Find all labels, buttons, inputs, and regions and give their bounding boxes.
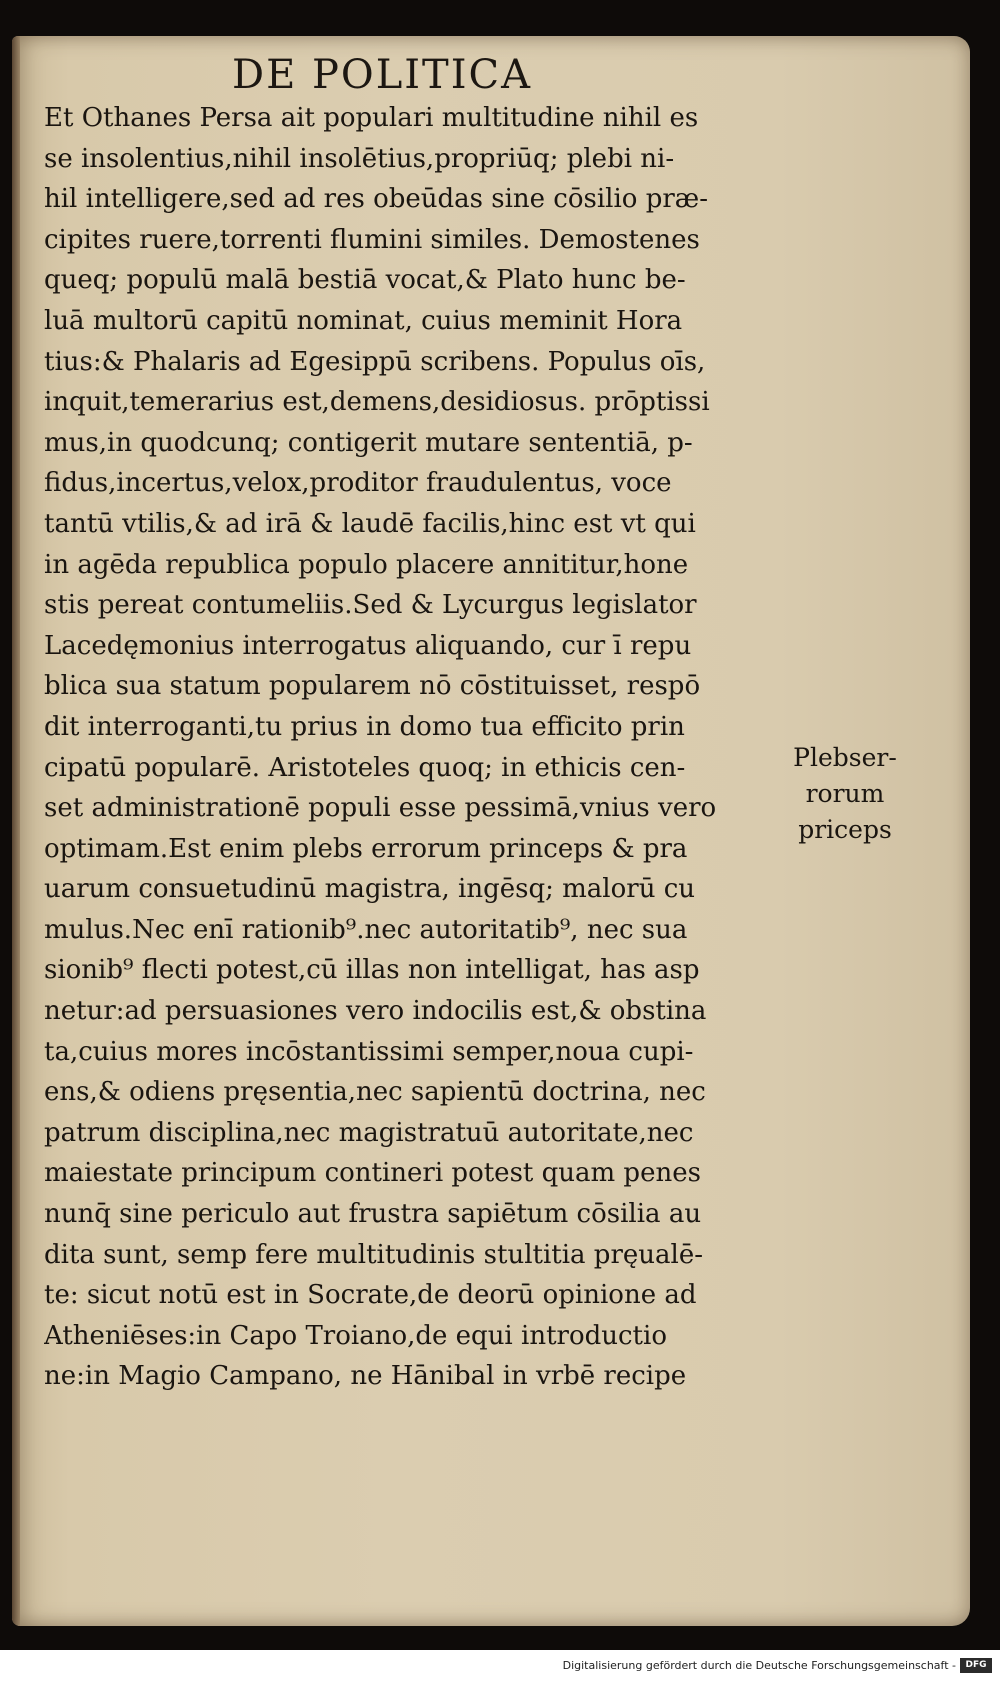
text-line: ens,& odiens pręsentia,nec sapientū doctrina, nec [44, 1077, 706, 1108]
text-line: nunq̄ sine periculo aut frustra sapiētum cōsilia au [44, 1199, 702, 1230]
text-line: maiestate principum contineri potest quam penes [44, 1158, 701, 1189]
text-line: mus,in quodcunq; contigerit mutare sententiā, p- [44, 427, 693, 458]
text-line: Et Othanes Persa ait populari multitudine nihil es [44, 103, 699, 133]
marginal-note [770, 740, 920, 848]
text-line: te: sicut notū est in Socrate,de deorū opinione ad [44, 1280, 697, 1311]
text-line: stis pereat contumeliis.Sed & Lycurgus legislator [44, 590, 697, 621]
text-line: tius:& Phalaris ad Egesippū scribens. Populus oīs, [44, 346, 706, 377]
text-line: optimam.Est enim plebs errorum princeps & pra [44, 833, 688, 864]
marginal-note-line: rorum [805, 779, 885, 808]
text-line: inquit,temerarius est,demens,desidiosus. prōptissi [44, 387, 710, 418]
text-line: uarum consuetudinū magistra, ingēsq; malorū cu [44, 874, 696, 905]
text-line: blica sua statum popularem nō cōstituisset, respō [44, 671, 701, 702]
running-head: DE POLITICA [232, 52, 533, 98]
digitization-footer [0, 1650, 1000, 1681]
text-line: queq; populū malā bestiā vocat,& Plato hunc be- [44, 265, 686, 296]
text-line: tantū vtilis,& ad irā & laudē facilis,hinc est vt qui [44, 508, 696, 539]
text-line: Atheniēses:in Capo Troiano,de equi introductio [44, 1320, 667, 1351]
text-line: netur:ad persuasiones vero indocilis est,& obstina [44, 996, 707, 1027]
marginal-note-line: priceps [798, 815, 892, 844]
text-line: mulus.Nec enī rationib⁹.nec autoritatib⁹, nec sua [44, 914, 688, 945]
text-line: fidus,incertus,velox,proditor fraudulentus, voce [44, 468, 672, 499]
text-line: set administrationē populi esse pessimā,vnius vero [44, 793, 717, 824]
text-line: luā multorū capitū nominat, cuius meminit Hora [44, 305, 683, 336]
page-gutter-edge [12, 36, 20, 1626]
text-line: patrum disciplina,nec magistratuū autoritate,nec [44, 1117, 694, 1148]
main-text-block [44, 98, 764, 1397]
text-line: sionib⁹ flecti potest,cū illas non intelligat, has asp [44, 955, 700, 986]
text-line: in agēda republica populo placere annititur,hone [44, 549, 689, 580]
text-line: dit interroganti,tu prius in domo tua efficito prin [44, 711, 685, 742]
text-line: dita sunt, semp fere multitudinis stultitia pręualē- [44, 1239, 704, 1270]
text-line: se insolentius,nihil insolētius,propriūq; plebi ni- [44, 143, 675, 174]
funding-credit: Digitalisierung gefördert durch die Deutsche Forschungsgemeinschaft - [562, 1659, 956, 1672]
dfg-logo: DFG [960, 1658, 992, 1673]
text-line: Lacedęmonius interrogatus aliquando, cur ī repu [44, 630, 692, 661]
text-line: ta,cuius mores incōstantissimi semper,noua cupi- [44, 1036, 694, 1067]
text-line: hil intelligere,sed ad res obeūdas sine cōsilio præ- [44, 184, 709, 215]
text-line: ne:in Magio Campano, ne Hānibal in vrbē recipe [44, 1361, 687, 1392]
marginal-note-line: Plebser- [793, 743, 897, 772]
text-line: cipites ruere,torrenti flumini similes. Demostenes [44, 224, 700, 255]
text-line: cipatū popularē. Aristoteles quoq; in ethicis cen- [44, 752, 686, 783]
